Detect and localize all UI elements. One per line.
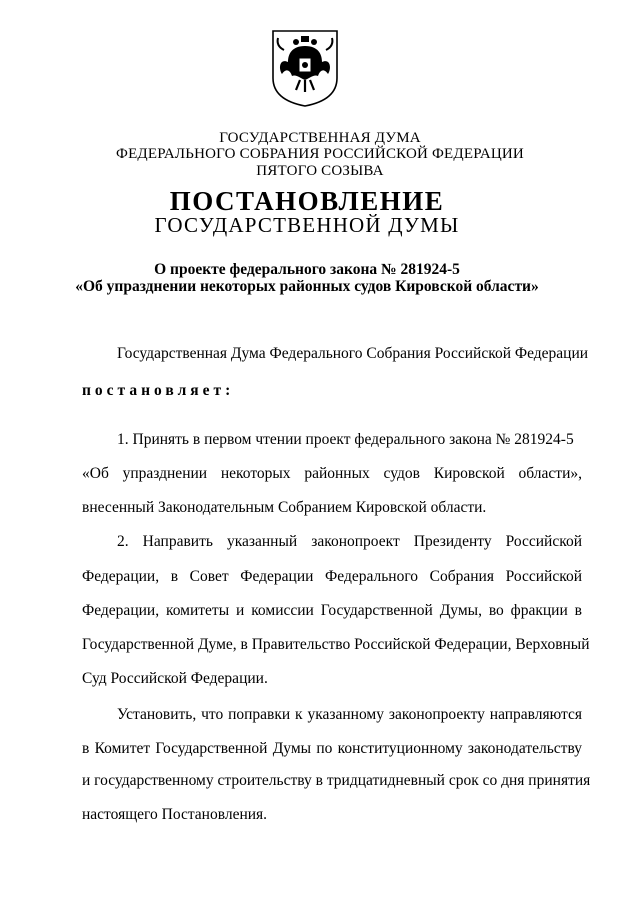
header-line-3: ПЯТОГО СОЗЫВА <box>256 163 384 179</box>
subject-line-2: «Об упразднении некоторых районных судов Кировской области» <box>75 278 539 295</box>
subject-line-1: О проекте федерального закона № 281924-5 <box>154 261 460 278</box>
header-line-1: ГОСУДАРСТВЕННАЯ ДУМА <box>219 130 421 146</box>
paragraph-2-line-4: Государственной Думе, в Правительство Российской Федерации, Верховный <box>82 636 590 653</box>
document-title: ПОСТАНОВЛЕНИЕ <box>169 186 445 216</box>
paragraph-1-line-1: 1. Принять в первом чтении проект федерального закона № 281924-5 <box>117 431 574 448</box>
paragraph-2-line-2: Федерации, в Совет Федерации Федерального Собрания Российской <box>82 568 582 585</box>
paragraph-3-line-3: и государственному строительству в тридцатидневный срок со дня принятия <box>82 772 591 789</box>
header-line-2: ФЕДЕРАЛЬНОГО СОБРАНИЯ РОССИЙСКОЙ ФЕДЕРАЦИИ <box>116 146 524 162</box>
document-subtitle: ГОСУДАРСТВЕННОЙ ДУМЫ <box>154 213 460 237</box>
decree-word: постановляет: <box>82 382 235 399</box>
paragraph-3-line-1: Установить, что поправки к указанному законопроекту направляются <box>117 706 582 723</box>
paragraph-3-line-4: настоящего Постановления. <box>82 806 268 823</box>
paragraph-2-line-5: Суд Российской Федерации. <box>82 670 268 687</box>
paragraph-1-line-2: «Об упразднении некоторых районных судов Кировской области», <box>82 465 582 482</box>
coat-of-arms-icon <box>270 28 340 108</box>
paragraph-3-line-2: в Комитет Государственной Думы по конституционному законодательству <box>82 740 582 757</box>
paragraph-1-line-3: внесенный Законодательным Собранием Кировской области. <box>82 499 487 516</box>
paragraph-2-line-1: 2. Направить указанный законопроект Президенту Российской <box>117 533 582 550</box>
intro-text: Государственная Дума Федерального Собрания Российской Федерации <box>117 345 589 362</box>
paragraph-2-line-3: Федерации, комитеты и комиссии Государственной Думы, во фракции в <box>82 602 582 619</box>
